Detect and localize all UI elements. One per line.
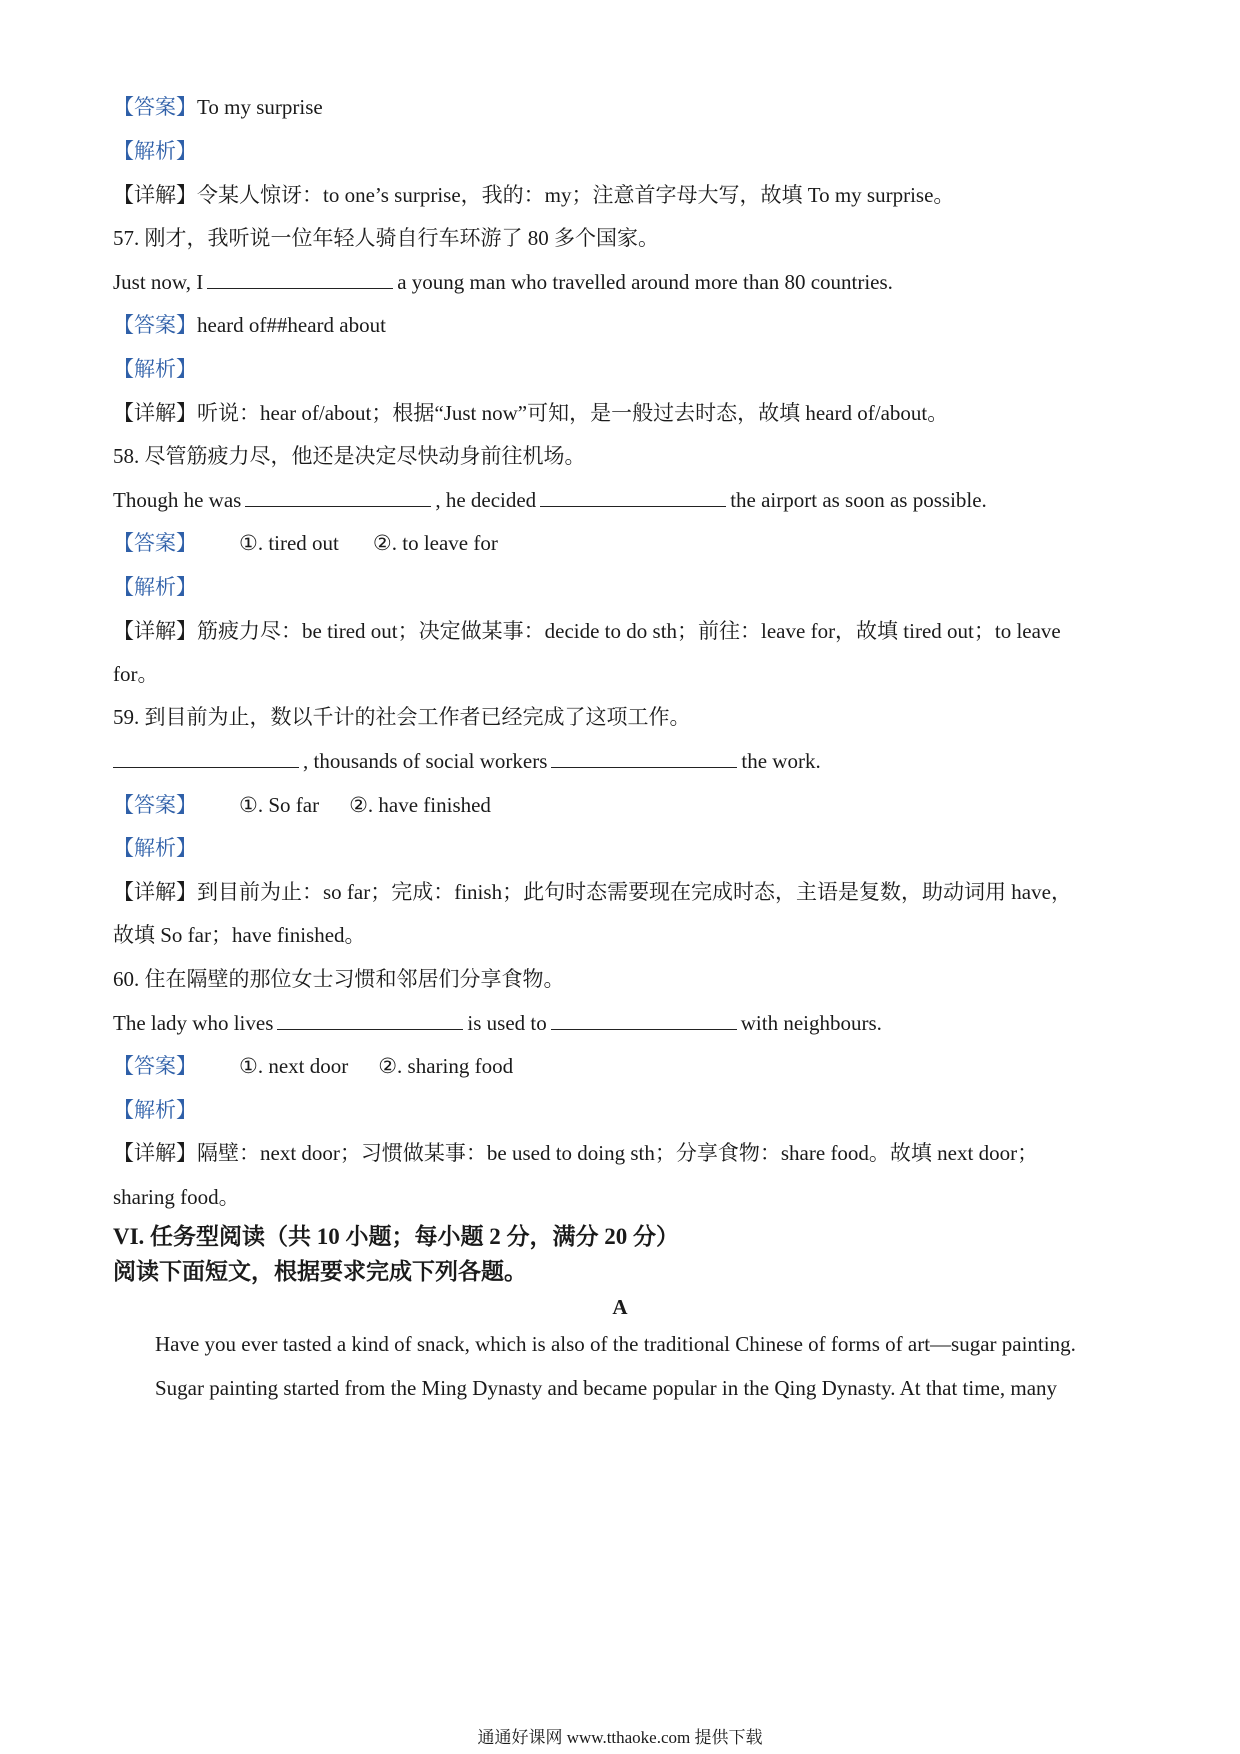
answer-label: 【答案】 [113,1054,197,1078]
fill-blank[interactable] [551,1010,737,1030]
page-footer: 通通好课网 www.tthaoke.com 提供下载 [477,1728,763,1747]
answer-label: 【答案】 [113,95,197,119]
q59-detail-line [113,877,1140,907]
answer-label: 【答案】 [113,531,197,555]
q58-sentence-part-b: , he decided [435,488,537,512]
q56-detail: 令某人惊讶：to one’s surprise，我的：my；注意首字母大写，故填 To my surprise。 [197,183,955,207]
section-instruction: 阅读下面短文，根据要求完成下列各题。 [113,1259,527,1284]
q60-answer-1: ①. next door [239,1054,349,1078]
answer-label: 【答案】 [113,313,197,337]
q57-sentence-part-a: Just now, I [113,270,204,294]
fill-blank[interactable] [277,1010,463,1030]
q57-analysis-line [113,354,1140,384]
fill-blank[interactable] [245,487,431,507]
analysis-label: 【解析】 [113,575,197,599]
q59-sentence [113,746,1140,776]
section-title: VI. 任务型阅读（共 10 小题；每小题 2 分，满分 20 分） [113,1224,680,1249]
q58-sentence-part-c: the airport as soon as possible. [730,488,987,512]
q57-sentence-part-b: a young man who travelled around more than 80 countries. [397,270,893,294]
q56-answer-line [113,92,1140,122]
q58-analysis-line [113,572,1140,602]
q60-answer-2: ②. sharing food [378,1054,514,1078]
q59-prompt: 59. 到目前为止，数以千计的社会工作者已经完成了这项工作。 [113,705,691,729]
q58-detail-1: 筋疲力尽：be tired out；决定做某事：decide to do sth；前往：leave for，故填 tired out；to leave [197,619,1061,643]
q60-sentence-part-a: The lady who lives [113,1011,274,1035]
analysis-label: 【解析】 [113,836,197,860]
detail-label: 【详解】 [113,880,197,904]
q59-detail-line-2: 故填 So far；have finished。 [113,923,366,947]
detail-label: 【详解】 [113,1141,197,1165]
fill-blank[interactable] [540,487,726,507]
q60-detail-line [113,1138,1140,1168]
q59-answer-1: ①. So far [239,793,320,817]
q56-detail-line [113,180,1140,210]
detail-label: 【详解】 [113,401,197,425]
q60-sentence-part-b: is used to [467,1011,547,1035]
passage-paragraph-2: Sugar painting started from the Ming Dynasty and became popular in the Qing Dynasty. At that time, many [155,1376,1058,1400]
q60-prompt: 60. 住在隔壁的那位女士习惯和邻居们分享食物。 [113,967,565,991]
q58-detail-line-2: for。 [113,662,159,686]
detail-label: 【详解】 [113,619,197,643]
q58-prompt: 58. 尽管筋疲力尽，他还是决定尽快动身前往机场。 [113,444,586,468]
q57-answer-line [113,310,1140,340]
q56-analysis-line [113,136,1140,166]
q60-sentence [113,1008,1140,1038]
q59-sentence-part-b: the work. [741,749,821,773]
q59-analysis-line [113,833,1140,863]
answer-label: 【答案】 [113,793,197,817]
q58-sentence [113,485,1140,515]
q57-detail-line [113,398,1140,428]
detail-label: 【详解】 [113,183,197,207]
analysis-label: 【解析】 [113,139,197,163]
q60-sentence-part-c: with neighbours. [740,1011,882,1035]
q57-prompt: 57. 刚才，我听说一位年轻人骑自行车环游了 80 多个国家。 [113,226,659,250]
q60-answer-line [113,1051,1140,1081]
q58-sentence-part-a: Though he was [113,488,242,512]
passage-label: A [612,1295,628,1319]
q57-detail: 听说：hear of/about；根据“Just now”可知，是一般过去时态，故填 heard of/about。 [197,401,949,425]
q59-sentence-part-a: , thousands of social workers [303,749,548,773]
analysis-label: 【解析】 [113,357,197,381]
q60-analysis-line [113,1095,1140,1125]
q57-answer: heard of##heard about [197,313,386,337]
q58-answer-line [113,528,1140,558]
fill-blank[interactable] [113,748,299,768]
q59-answer-line [113,790,1140,820]
q59-detail-1: 到目前为止：so far；完成：finish；此句时态需要现在完成时态，主语是复数，助动词用 have， [197,880,1072,904]
q58-answer-1: ①. tired out [239,531,339,555]
passage-paragraph-1: Have you ever tasted a kind of snack, which is also of the traditional Chinese of forms of art—sugar painting. [155,1332,1076,1356]
q59-answer-2: ②. have finished [349,793,491,817]
q60-detail-1: 隔壁：next door；习惯做某事：be used to doing sth；分享食物：share food。故填 next door； [197,1141,1039,1165]
q58-detail-line [113,616,1140,646]
q56-answer: To my surprise [197,95,323,119]
q60-detail-line-2: sharing food。 [113,1185,240,1209]
fill-blank[interactable] [551,748,737,768]
fill-blank[interactable] [207,269,393,289]
q58-answer-2: ②. to leave for [372,531,498,555]
q57-sentence [113,267,1140,297]
analysis-label: 【解析】 [113,1098,197,1122]
